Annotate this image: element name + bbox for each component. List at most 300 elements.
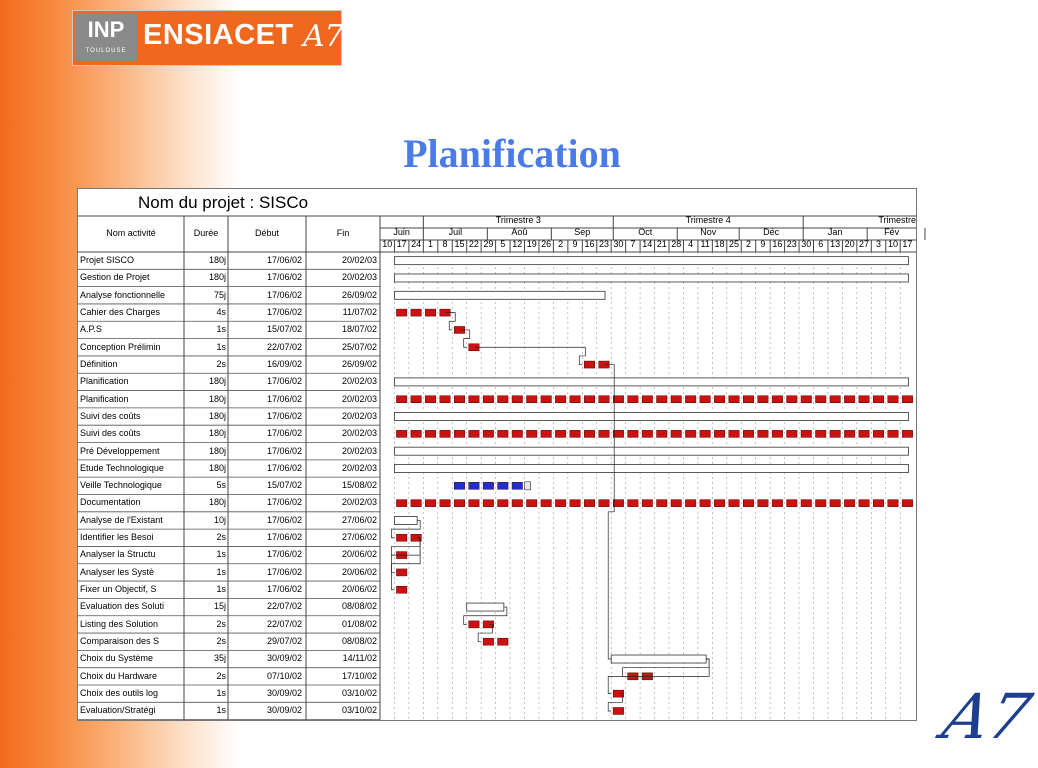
quarter-label: Trimestre 4 [685,215,731,225]
summary-bar [467,603,504,611]
week-label: 16 [584,239,595,249]
task-segment [685,396,695,403]
summary-bar [394,291,605,299]
task-segment [801,396,811,403]
task-segment [599,396,609,403]
task-duration: 180j [208,462,226,473]
ensiacet-logo-text: ENSIACET [143,19,294,51]
task-segment [599,430,609,437]
task-end: 17/10/02 [341,670,377,681]
task-end: 26/09/02 [341,289,377,300]
task-segment [758,396,768,403]
week-label: 23 [786,239,797,249]
task-segment [613,707,623,714]
task-segment [830,430,840,437]
task-end: 20/06/02 [341,549,377,560]
task-segment [902,396,912,403]
task-segment [613,500,623,507]
task-start: 15/07/02 [266,480,302,491]
task-segment [685,500,695,507]
task-segment [454,500,464,507]
task-segment [714,430,724,437]
task-segment [844,500,854,507]
week-label: 9 [760,239,766,249]
task-end: 14/11/02 [342,653,377,664]
task-start: 17/06/02 [266,584,302,595]
task-duration: 2s [216,532,226,543]
month-label: Oct [638,227,653,237]
task-segment [700,500,710,507]
week-label: 10 [887,239,898,249]
task-segment [584,430,594,437]
task-segment [671,500,681,507]
dependency-link [608,659,709,694]
week-label: 6 [818,239,824,249]
task-duration: 2s [216,618,226,629]
month-label: Jan [827,227,843,237]
task-segment [440,430,450,437]
summary-bar [394,257,908,265]
task-end: 08/08/02 [341,636,377,647]
task-name: Analyser les Systè [80,566,155,577]
task-segment [787,500,797,507]
task-end: 20/02/03 [341,376,377,387]
task-name: Comparaison des S [80,636,160,647]
task-segment [873,500,883,507]
task-segment [816,430,826,437]
week-label: 28 [671,239,682,249]
task-segment [816,396,826,403]
task-name: Planification [80,376,129,387]
task-duration: 1s [216,324,226,335]
task-segment [555,396,565,403]
task-duration: 1s [216,688,226,698]
task-segment [758,500,768,507]
task-name: Choix du Hardware [80,670,158,681]
task-segment [512,500,522,507]
a7-corner-logo: A7 [935,680,1038,753]
task-end: 20/02/03 [341,428,377,439]
task-segment [801,430,811,437]
task-segment [570,500,580,507]
task-segment [541,396,551,403]
task-segment [801,500,811,507]
task-start: 16/09/02 [266,358,302,369]
task-segment [700,430,710,437]
task-duration: 180j [208,428,226,439]
task-segment [396,309,406,316]
task-name: Fixer un Objectif, S [80,584,157,595]
task-start: 30/09/02 [266,705,302,716]
task-segment [483,396,493,403]
task-segment [440,500,450,507]
task-duration: 180j [208,376,226,387]
task-name: Suivi des coûts [80,410,141,421]
task-segment [873,396,883,403]
task-duration: 1s [216,566,226,577]
task-segment [469,396,479,403]
task-start: 15/07/02 [266,324,302,335]
task-name: Choix des outils log [80,688,159,698]
task-segment [642,396,652,403]
task-end: 18/07/02 [341,324,377,335]
week-label: 30 [801,239,812,249]
task-segment [729,396,739,403]
task-name: Planification [80,393,129,404]
dependency-link [391,538,420,573]
task-segment [628,430,638,437]
task-segment [859,500,869,507]
task-duration: 180j [208,445,226,456]
task-start: 17/06/02 [266,514,302,525]
week-label: 21 [656,239,667,249]
task-name: Etude Technologique [80,462,164,473]
task-duration: 2s [216,636,226,647]
task-name: Identifier les Besoi [80,532,154,543]
task-name: Choix du Système [80,653,154,664]
task-segment [830,396,840,403]
week-label: 17 [902,239,913,249]
task-segment [613,396,623,403]
task-end: 20/02/03 [341,497,377,508]
task-duration: 180j [208,393,226,404]
task-segment [396,430,406,437]
quarter-label: Trimestre [878,215,916,225]
task-segment [498,430,508,437]
task-segment [483,500,493,507]
task-segment [584,500,594,507]
task-start: 17/06/02 [266,497,302,508]
task-start: 17/06/02 [266,272,302,283]
task-name: Veille Technologique [80,480,162,491]
task-end: 20/02/03 [341,255,377,265]
task-segment [628,500,638,507]
task-segment [570,430,580,437]
month-label: Sep [574,227,591,237]
task-segment [425,500,435,507]
task-segment [411,500,421,507]
week-label: 23 [598,239,609,249]
task-name: Documentation [80,497,141,508]
task-duration: 1s [216,549,226,560]
task-segment [483,638,493,645]
column-header-start: Début [254,228,280,238]
veille-remaining-bar [525,482,531,490]
task-end: 26/09/02 [341,358,377,369]
task-segment [483,430,493,437]
task-segment [859,396,869,403]
task-start: 22/07/02 [266,618,302,629]
task-duration: 180j [208,497,226,508]
week-label: 8 [442,239,448,249]
task-segment [743,500,753,507]
progress-segment [498,482,508,489]
task-segment [512,430,522,437]
week-label: 16 [772,239,783,249]
task-segment [700,396,710,403]
task-start: 17/06/02 [266,566,302,577]
week-label: 2 [558,239,564,249]
summary-bar [394,516,417,524]
task-end: 20/06/02 [341,566,377,577]
progress-segment [454,482,464,489]
task-segment [411,309,421,316]
task-start: 17/06/02 [266,445,302,456]
task-segment [396,534,406,541]
task-segment [454,396,464,403]
task-segment [527,430,537,437]
task-segment [584,361,594,368]
dependency-link [605,365,614,659]
progress-segment [512,482,522,489]
task-end: 20/02/03 [341,272,377,283]
task-segment [628,396,638,403]
task-start: 07/10/02 [266,670,302,681]
task-duration: 75j [213,289,226,300]
task-start: 17/06/02 [266,376,302,387]
task-name: Cahier des Charges [80,306,161,317]
dependency-link [475,347,585,364]
task-segment [541,430,551,437]
progress-segment [483,482,493,489]
task-start: 17/06/02 [266,532,302,543]
task-duration: 2s [216,670,226,681]
task-duration: 1s [216,705,226,716]
task-segment [743,396,753,403]
task-start: 17/06/02 [266,410,302,421]
task-name: Analyse de l'Existant [80,514,163,525]
task-segment [469,430,479,437]
task-end: 27/06/02 [341,514,377,525]
task-duration: 5s [216,480,226,491]
task-end: 03/10/02 [341,688,377,698]
column-header-duration: Durée [193,228,219,238]
week-label: 18 [714,239,725,249]
task-segment [859,430,869,437]
task-name: Analyse fonctionnelle [80,289,166,300]
task-start: 22/07/02 [266,341,302,352]
week-label: 13 [830,239,841,249]
task-duration: 10j [213,514,226,525]
week-label: 14 [642,239,653,249]
task-end: 20/02/03 [341,393,377,404]
summary-bar [394,465,908,473]
task-segment [888,500,898,507]
task-start: 17/06/02 [266,428,302,439]
task-start: 22/07/02 [266,601,302,612]
summary-bar [394,447,908,455]
task-segment [613,430,623,437]
task-segment [411,430,421,437]
task-segment [425,309,435,316]
task-start: 17/06/02 [266,289,302,300]
week-label: 3 [876,239,882,249]
task-end: 25/07/02 [341,341,377,352]
task-name: Suivi des coûts [80,428,141,439]
task-segment [396,569,406,576]
task-segment [454,430,464,437]
task-segment [657,396,667,403]
week-label: 12 [512,239,523,249]
task-segment [584,396,594,403]
task-start: 17/06/02 [266,393,302,404]
task-name: A.P.S [80,324,102,335]
month-label: Juil [448,227,463,237]
week-label: 24 [411,239,422,249]
task-segment [642,500,652,507]
task-segment [425,396,435,403]
task-duration: 4s [216,306,226,317]
task-segment [772,430,782,437]
task-segment [902,500,912,507]
week-label: 7 [630,239,636,249]
task-segment [758,430,768,437]
task-end: 20/02/03 [341,462,377,473]
task-segment [555,500,565,507]
summary-bar [394,378,908,386]
task-duration: 35j [213,653,226,664]
week-label: 15 [454,239,465,249]
week-label: 10 [382,239,393,249]
task-segment [527,500,537,507]
week-label: 9 [572,239,578,249]
task-segment [527,396,537,403]
task-segment [830,500,840,507]
week-label: 19 [526,239,537,249]
task-segment [671,396,681,403]
task-segment [498,396,508,403]
task-name: Listing des Solution [80,618,159,629]
task-name: Evaluation des Soluti [80,601,165,612]
task-segment [671,430,681,437]
task-duration: 1s [216,341,226,352]
task-segment [714,396,724,403]
task-end: 08/08/02 [341,601,377,612]
task-segment [772,500,782,507]
week-label: 17 [396,239,407,249]
summary-bar [611,655,706,663]
quarter-label: Trimestre 3 [495,215,541,225]
task-segment [888,430,898,437]
task-duration: 2s [216,358,226,369]
task-duration: 180j [208,272,226,283]
slide-title: Planification [403,131,621,176]
progress-segment [469,482,479,489]
task-segment [396,586,406,593]
task-segment [772,396,782,403]
task-start: 17/06/02 [266,549,302,560]
week-label: 30 [613,239,624,249]
task-segment [498,638,508,645]
task-segment [787,430,797,437]
task-segment [541,500,551,507]
task-segment [570,396,580,403]
task-start: 29/07/02 [266,636,302,647]
task-name: Evaluation/Stratégi [80,705,156,716]
task-segment [425,430,435,437]
task-segment [729,500,739,507]
task-name: Conception Prélimin [80,341,161,352]
task-duration: 180j [208,255,226,265]
task-segment [902,430,912,437]
task-end: 11/07/02 [342,306,377,317]
task-end: 20/02/03 [341,445,377,456]
task-start: 17/06/02 [266,462,302,473]
task-start: 17/06/02 [266,306,302,317]
task-segment [512,396,522,403]
task-segment [469,621,479,628]
task-duration: 1s [216,584,226,595]
task-segment [873,430,883,437]
month-label: Nov [700,227,717,237]
week-label: 26 [541,239,552,249]
week-label: 5 [500,239,506,249]
task-segment [743,430,753,437]
gantt-chart [77,188,917,721]
task-segment [685,430,695,437]
week-label: 11 [700,239,710,249]
task-segment [411,396,421,403]
task-start: 17/06/02 [266,255,302,265]
week-label: 29 [483,239,494,249]
task-start: 30/09/02 [266,653,302,664]
task-end: 01/08/02 [341,618,377,629]
inp-logo: INP TOULOUSE [75,13,137,61]
task-segment [844,396,854,403]
task-segment [599,500,609,507]
month-label: Aoû [511,227,528,237]
task-segment [816,500,826,507]
task-segment [555,430,565,437]
task-duration: 180j [208,410,226,421]
week-label: 4 [688,239,694,249]
task-segment [729,430,739,437]
project-title: Nom du projet : SISCo [138,193,309,212]
task-name: Définition [80,358,118,369]
task-end: 15/08/02 [341,480,377,491]
task-name: Gestion de Projet [80,272,150,283]
week-label: 1 [428,239,434,249]
week-label: 20 [844,239,855,249]
month-label: Déc [763,227,780,237]
task-duration: 15j [213,601,226,612]
task-segment [642,430,652,437]
task-segment [844,430,854,437]
task-segment [657,430,667,437]
week-label: 22 [468,239,479,249]
task-end: 20/02/03 [341,410,377,421]
task-start: 30/09/02 [266,688,302,698]
month-label: Juin [393,227,410,237]
week-label: 27 [859,239,870,249]
task-name: Pré Développement [80,445,160,456]
task-segment [396,500,406,507]
task-name: Projet SISCO [80,255,135,265]
summary-bar [394,274,908,282]
month-label: Fév [884,227,900,237]
a7-logo-text: A7 [303,19,344,54]
task-end: 20/06/02 [341,584,377,595]
task-segment [396,396,406,403]
summary-bar [394,413,908,421]
task-end: 03/10/02 [341,705,377,716]
task-segment [888,396,898,403]
week-label: 2 [745,239,751,249]
task-segment [469,500,479,507]
task-segment [787,396,797,403]
task-segment [440,396,450,403]
school-logo [72,10,342,66]
